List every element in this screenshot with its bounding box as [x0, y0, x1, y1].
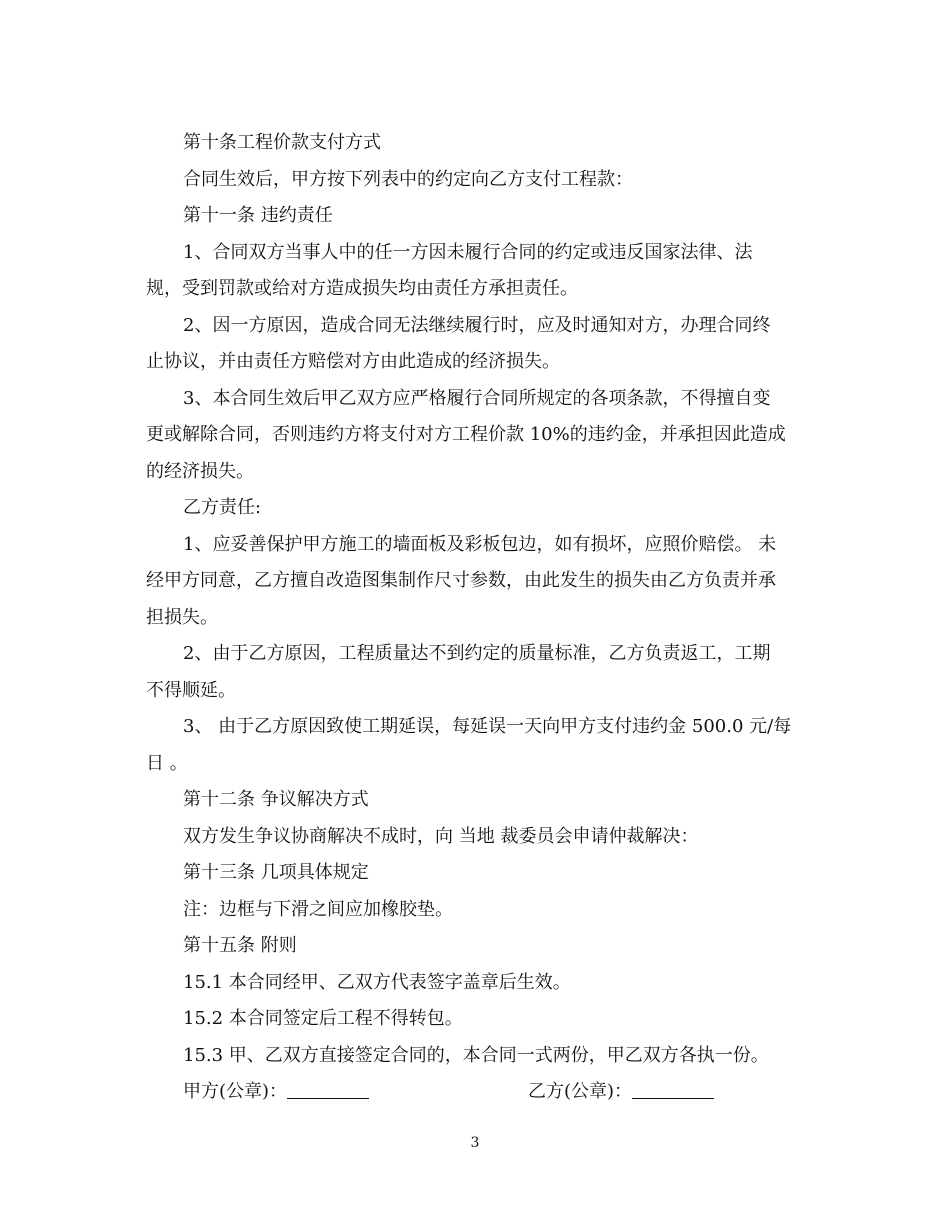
party-b-item-2-line-2: 不得顺延。 — [146, 680, 236, 701]
party-a-seal-label: 甲方(公章)： — [183, 1081, 288, 1102]
party-b-item-1-line-3: 担损失。 — [146, 607, 218, 628]
page-number: 3 — [470, 1135, 480, 1151]
payment-text: 合同生效后，甲方按下列表中的约定向乙方支付工程款： — [183, 169, 633, 190]
party-b-item-1-line-2: 经甲方同意，乙方擅自改造图集制作尺寸参数，由此发生的损失由乙方负责并承 — [146, 570, 776, 591]
liability-item-2-line-1: 2、因一方原因，造成合同无法继续履行时，应及时通知对方，办理合同终 — [183, 315, 771, 336]
clause-10-heading: 第十条工程价款支付方式 — [183, 132, 381, 153]
party-b-item-3-line-1: 3、 由于乙方原因致使工期延误，每延误一天向甲方支付违约金 500.0 元/每 — [183, 716, 792, 737]
dispute-text: 双方发生争议协商解决不成时，向 当地 裁委员会申请仲裁解决： — [183, 826, 699, 847]
party-b-duties-heading: 乙方责任: — [183, 497, 262, 518]
party-a-signature-line — [287, 1082, 369, 1099]
party-b-item-3-line-2: 日 。 — [146, 753, 188, 774]
liability-item-1-line-2: 规，受到罚款或给对方造成损失均由责任方承担责任。 — [146, 278, 578, 299]
clause-12-heading: 第十二条 争议解决方式 — [183, 789, 369, 810]
liability-item-2-line-2: 止协议，并由责任方赔偿对方由此造成的经济损失。 — [146, 351, 560, 372]
party-b-item-2-line-1: 2、由于乙方原因，工程质量达不到约定的质量标准，乙方负责返工，工期 — [183, 643, 771, 664]
party-a-signature — [183, 1080, 369, 1104]
clause-13-note: 注：边框与下滑之间应加橡胶垫。 — [183, 899, 453, 920]
clause-13-heading: 第十三条 几项具体规定 — [183, 862, 369, 883]
liability-item-3-line-2: 更或解除合同，否则违约方将支付对方工程价款 10%的违约金，并承担因此造成 — [146, 424, 786, 445]
liability-item-3-line-1: 3、本合同生效后甲乙双方应严格履行合同所规定的各项条款，不得擅自变 — [183, 388, 771, 409]
party-b-item-1-line-1: 1、应妥善保护甲方施工的墙面板及彩板包边，如有损坏，应照价赔偿。 未 — [183, 534, 777, 555]
clause-11-heading: 第十一条 违约责任 — [183, 205, 333, 226]
liability-item-3-line-3: 的经济损失。 — [146, 461, 254, 482]
party-b-signature — [528, 1080, 714, 1104]
party-b-signature-line — [632, 1082, 714, 1099]
liability-item-1-line-1: 1、合同双方当事人中的任一方因未履行合同的约定或违反国家法律、法 — [183, 242, 753, 263]
clause-15-heading: 第十五条 附则 — [183, 935, 297, 956]
clause-15-2: 15.2 本合同签定后工程不得转包。 — [183, 1008, 463, 1029]
party-b-seal-label: 乙方(公章)： — [528, 1081, 633, 1102]
clause-15-3: 15.3 甲、乙双方直接签定合同的，本合同一式两份，甲乙双方各执一份。 — [183, 1045, 769, 1066]
clause-15-1: 15.1 本合同经甲、乙双方代表签字盖章后生效。 — [183, 972, 571, 993]
